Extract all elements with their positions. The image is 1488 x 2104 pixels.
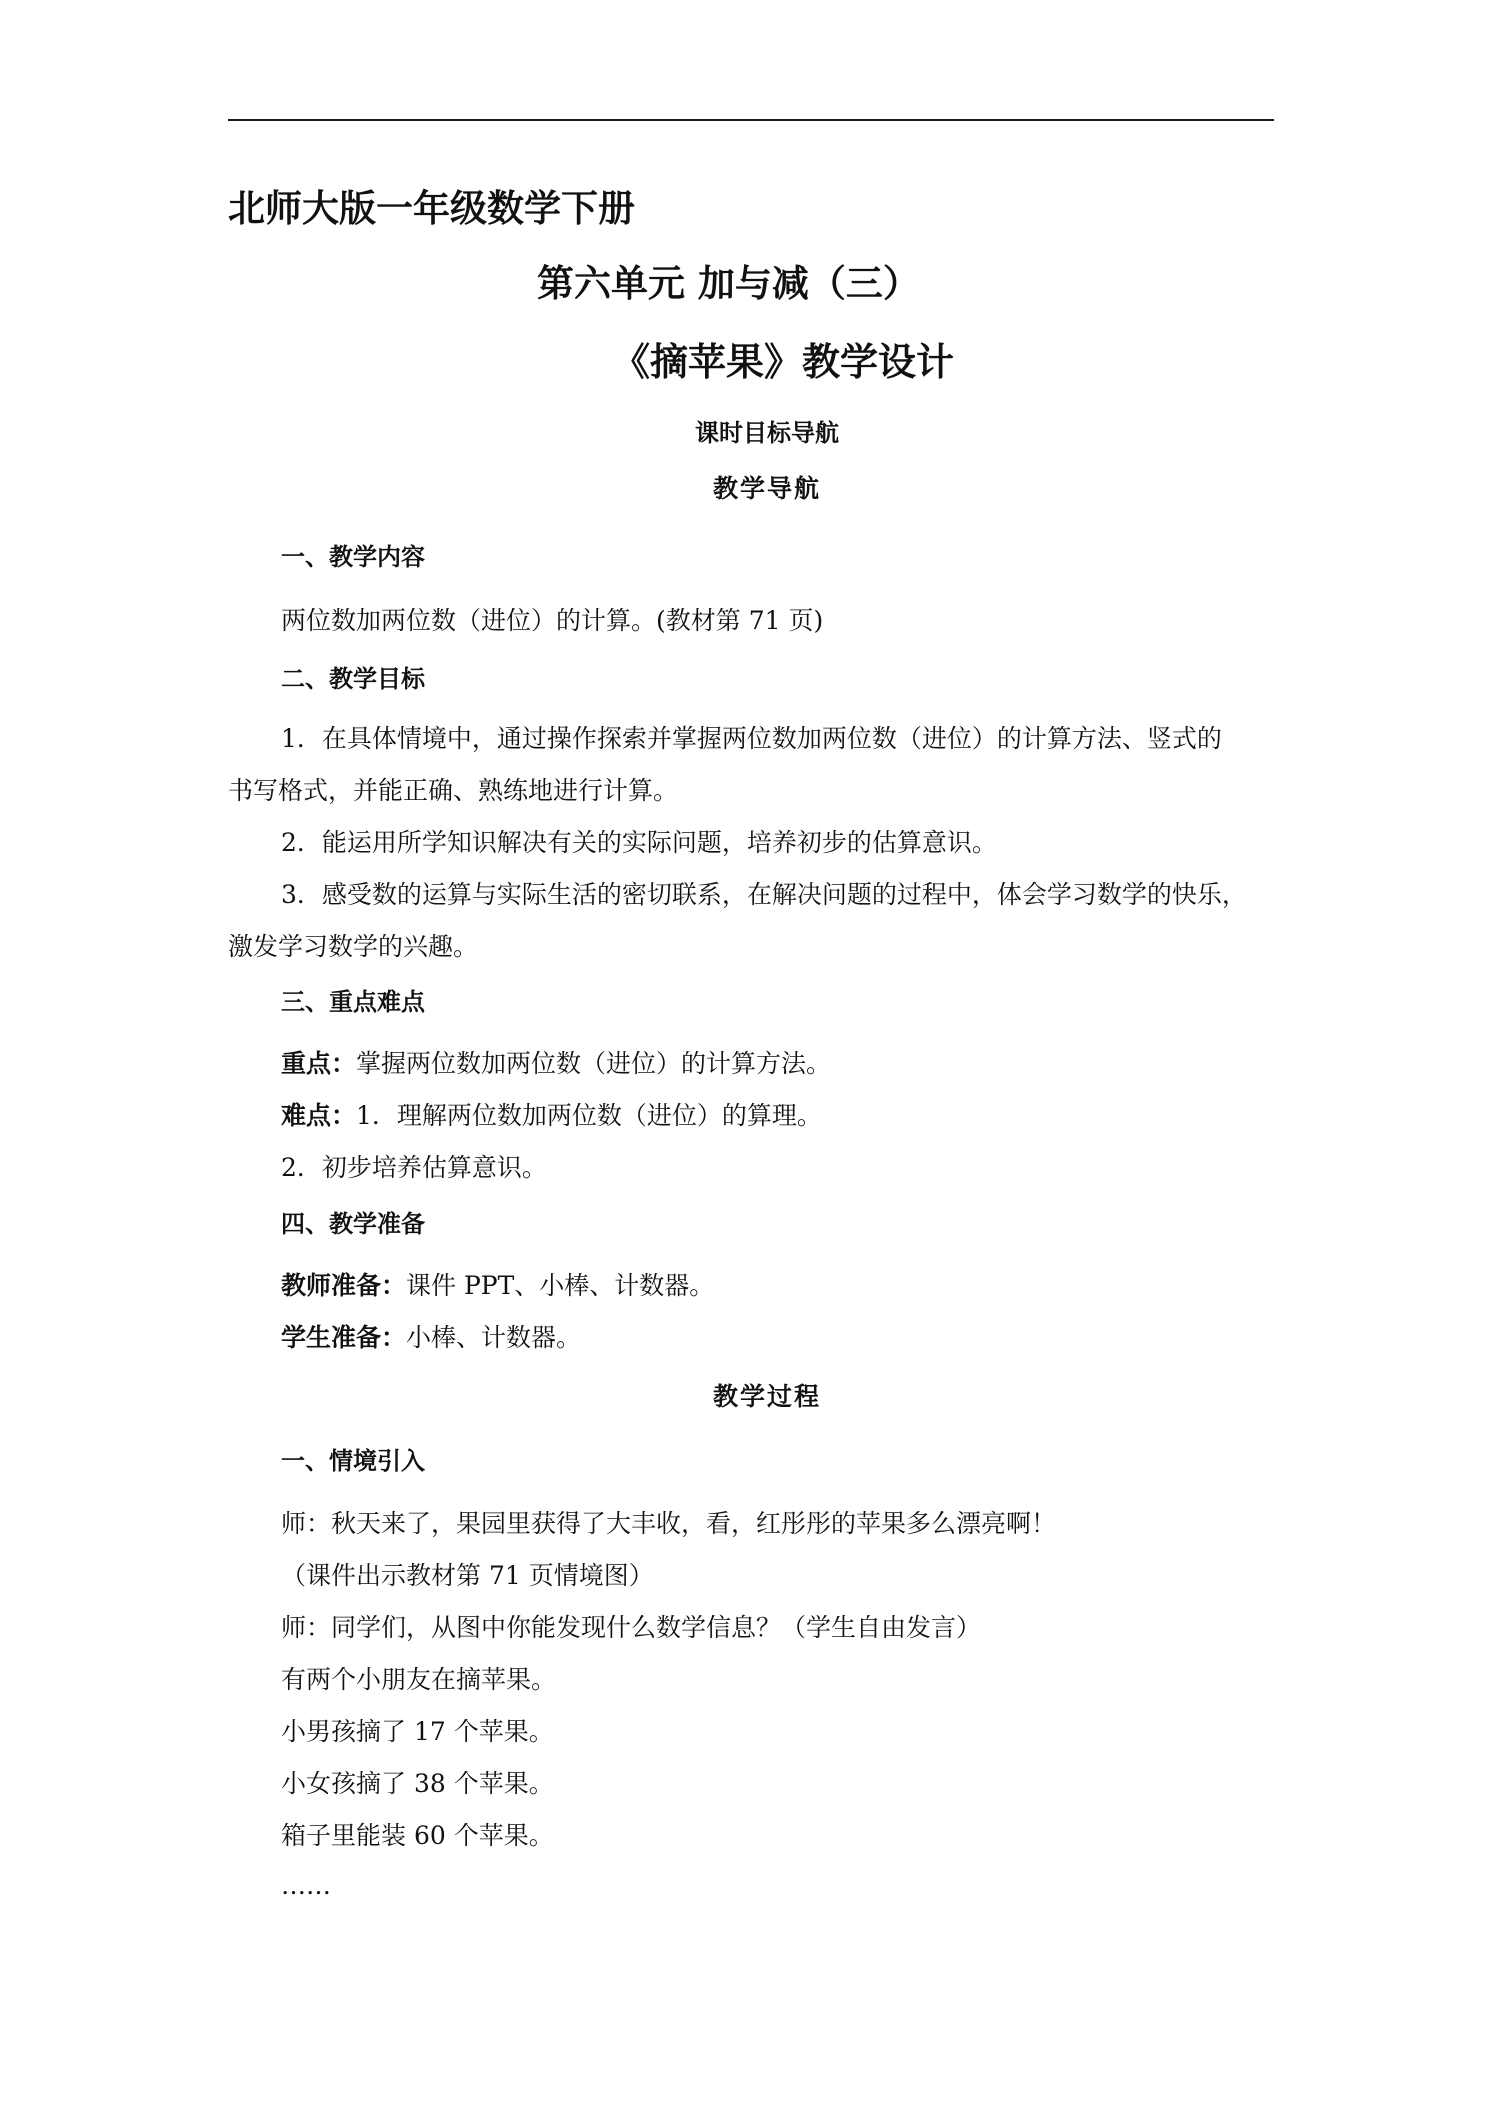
difficult-point-label: 难点：	[281, 1101, 357, 1130]
key-point-text: 掌握两位数加两位数（进位）的计算方法。	[356, 1049, 832, 1078]
lesson-title: 《摘苹果》教学设计	[612, 340, 955, 384]
section-heading-keypoints: 三、重点难点	[281, 988, 425, 1016]
nav-heading: 教学导航	[713, 474, 822, 503]
header-rule	[228, 119, 1274, 121]
section-heading-goals: 二、教学目标	[281, 665, 425, 693]
teacher-preparation-label: 教师准备：	[281, 1271, 407, 1300]
difficult-point	[281, 1103, 822, 1128]
unit-title: 第六单元 加与减（三）	[537, 262, 920, 305]
teacher-preparation	[281, 1273, 714, 1298]
difficult-point-text: 1．理解两位数加两位数（进位）的算理。	[356, 1101, 822, 1130]
student-preparation-text: 小棒、计数器。	[406, 1323, 582, 1352]
key-point	[281, 1051, 831, 1076]
content-text: 两位数加两位数（进位）的计算。(教材第 71 页)	[281, 606, 824, 635]
subtitle: 课时目标导航	[695, 419, 839, 447]
teacher-preparation-text: 课件 PPT、小棒、计数器。	[406, 1271, 715, 1300]
goal-1-line-1: 1．在具体情境中，通过操作探索并掌握两位数加两位数（进位）的计算方法、竖式的	[281, 724, 1222, 753]
process-line: 小女孩摘了 38 个苹果。	[281, 1769, 554, 1798]
process-heading: 教学过程	[713, 1382, 822, 1411]
process-line: ……	[281, 1871, 331, 1900]
goal-2: 2．能运用所学知识解决有关的实际问题，培养初步的估算意识。	[281, 828, 997, 857]
student-preparation-label: 学生准备：	[281, 1323, 407, 1352]
intro-heading: 一、情境引入	[281, 1447, 425, 1475]
process-line: 师：同学们，从图中你能发现什么数学信息？（学生自由发言）	[281, 1613, 982, 1642]
process-line: 有两个小朋友在摘苹果。	[281, 1665, 557, 1694]
section-heading-content: 一、教学内容	[281, 543, 425, 571]
student-preparation	[281, 1325, 581, 1350]
goal-1-line-2: 书写格式，并能正确、熟练地进行计算。	[228, 776, 679, 805]
key-point-label: 重点：	[281, 1049, 357, 1078]
goal-3-line-2: 激发学习数学的兴趣。	[228, 932, 479, 961]
process-line: 箱子里能装 60 个苹果。	[281, 1821, 554, 1850]
process-line: 小男孩摘了 17 个苹果。	[281, 1717, 554, 1746]
process-line: （课件出示教材第 71 页情境图）	[281, 1561, 654, 1590]
process-line: 师：秋天来了，果园里获得了大丰收，看，红彤彤的苹果多么漂亮啊！	[281, 1509, 1057, 1538]
section-heading-preparation: 四、教学准备	[281, 1210, 425, 1238]
goal-3-line-1: 3．感受数的运算与实际生活的密切联系，在解决问题的过程中，体会学习数学的快乐，	[281, 880, 1247, 909]
difficult-point-2: 2．初步培养估算意识。	[281, 1153, 547, 1182]
book-title: 北师大版一年级数学下册	[228, 187, 635, 230]
